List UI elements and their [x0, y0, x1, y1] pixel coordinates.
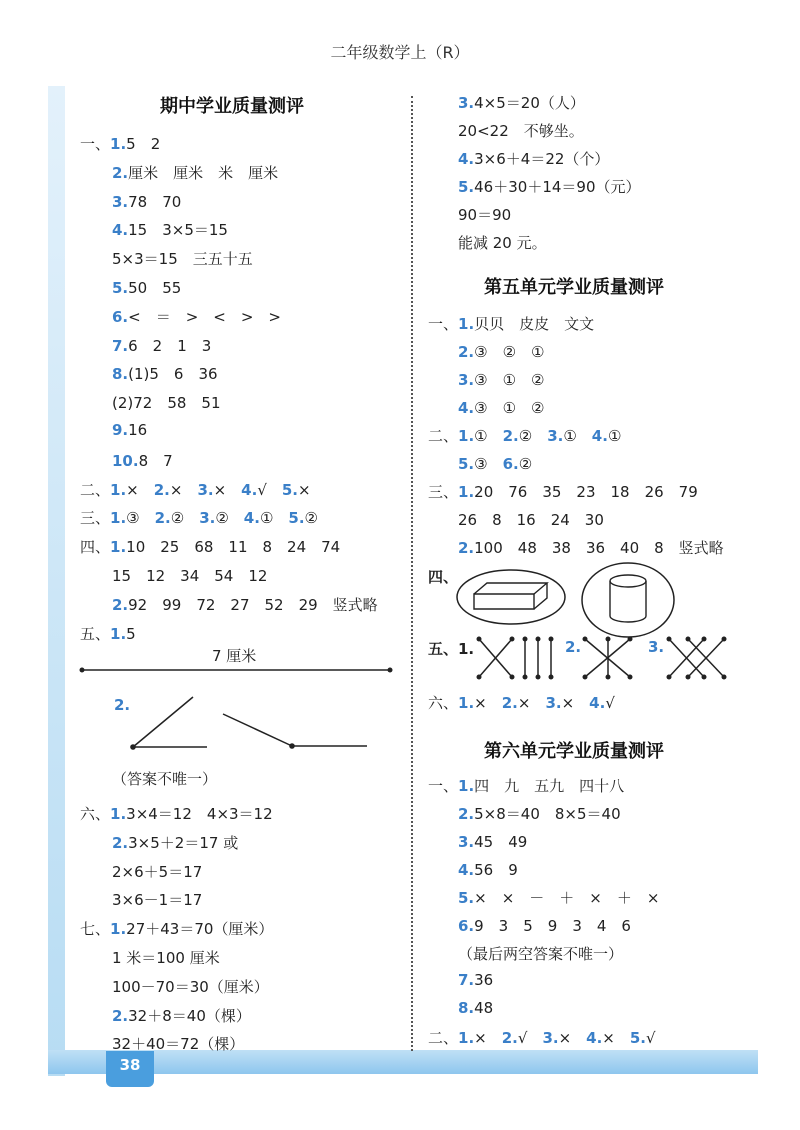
answer-line [80, 507, 318, 528]
answer-text: 90＝90 [458, 206, 512, 224]
answer-text: 4×5＝20（人） [474, 94, 585, 112]
answer-text: 能减 20 元。 [458, 234, 547, 252]
answer-text: 32＋40＝72（棵） [112, 1035, 245, 1054]
answer-question-number: 3. [458, 833, 475, 851]
answer-text: 贝贝 皮皮 文文 [474, 315, 595, 333]
answer-question-number: 4. [112, 221, 129, 240]
answer-line [458, 859, 518, 880]
answer-line [80, 623, 136, 644]
answer-text: 5 [126, 624, 136, 643]
answer-text: 1.① 2.② 3.① 4.① [458, 427, 622, 445]
answer-not-unique-note: （答案不唯一） [112, 770, 218, 788]
answer-text: ③ ① ② [474, 371, 545, 389]
answer-line [80, 133, 160, 154]
answer-question-number: 1. [110, 538, 127, 557]
page-number: 38 [106, 1051, 154, 1087]
answer-text: 15 12 34 54 12 [112, 567, 268, 585]
answer-text: 6 2 1 3 [128, 336, 212, 355]
answer-line [458, 453, 532, 474]
answer-question-number: 6. [458, 917, 475, 935]
answer-line [458, 915, 631, 936]
answer-text: 50 55 [128, 279, 182, 297]
answer-text: 四 九 五九 四十八 [474, 777, 625, 795]
answer-question-number: 2. [458, 539, 475, 557]
match-figure-4 [664, 634, 734, 684]
answer-line [112, 277, 181, 298]
answer-line [428, 481, 698, 502]
answer-line [428, 1027, 656, 1048]
answer-section-prefix: 六、 [80, 805, 111, 823]
answer-question-number: 8. [112, 365, 129, 384]
answer-section-prefix: 六、 [428, 694, 459, 712]
answer-line [112, 832, 238, 853]
answer-line [458, 176, 641, 197]
segment-length-label: 7 厘米 [212, 647, 257, 665]
answer-line [112, 392, 221, 413]
cylinder-drawing [580, 560, 690, 640]
page-header: 二年级数学上（R） [330, 43, 470, 62]
answer-line [458, 971, 493, 989]
answer-question-number: 1. [110, 135, 127, 153]
answer-text: 8 7 [138, 451, 173, 470]
answer-section-prefix: 一、 [428, 777, 459, 795]
answer-line [458, 509, 604, 530]
answer-question-number: 1. [110, 805, 127, 823]
answer-text: ③ ① ② [474, 399, 545, 417]
column-divider [411, 96, 413, 1051]
answer-text: 26 8 16 24 30 [458, 511, 604, 529]
answer-line [458, 887, 659, 908]
answer-text: 100－70＝30（厘米） [112, 977, 269, 996]
match-figure-2 [520, 634, 560, 684]
answer-line [112, 947, 220, 968]
answer-section-prefix: 一、 [80, 135, 111, 153]
answer-question-number: 5. [112, 279, 129, 297]
answer-text: 20<22 不够坐。 [458, 122, 584, 140]
answer-question-number: 10. [112, 451, 139, 470]
section-title-unit5: 第五单元学业质量测评 [484, 277, 664, 298]
answer-question-number: 4. [458, 861, 475, 879]
angle-drawings [125, 694, 375, 754]
answer-section-prefix: 二、 [428, 427, 459, 445]
answer-line [112, 1005, 251, 1026]
answer-line [112, 219, 228, 240]
answer-text: 9 3 5 9 3 4 6 [474, 917, 631, 935]
answer-line [112, 861, 202, 882]
answer-line [112, 191, 181, 212]
section-title-unit6: 第六单元学业质量测评 [484, 741, 664, 762]
answer-section-prefix: 二、 [428, 1029, 459, 1047]
answer-text: 3×4＝12 4×3＝12 [126, 805, 273, 823]
wu-2-label: 2. [565, 638, 582, 656]
wu-label: 五、1. [428, 640, 475, 658]
answer-line [458, 999, 493, 1017]
answer-line [458, 397, 544, 418]
answer-line [458, 803, 621, 824]
answer-text: 1.× 2.× 3.× 4.√ [458, 694, 615, 712]
answer-text: 5.③ 6.② [458, 455, 533, 473]
answer-question-number: 7. [112, 336, 129, 355]
answer-text: ③ ② ① [474, 343, 545, 361]
answer-question-number: 3. [458, 371, 475, 389]
answer-text: 48 [474, 999, 494, 1017]
answer-line [458, 831, 527, 852]
answer-text: 1 米＝100 厘米 [112, 949, 220, 967]
answer-text: 1.③ 2.② 3.② 4.① 5.② [110, 509, 318, 528]
answer-text: 1.× 2.√ 3.× 4.× 5.√ [458, 1029, 656, 1047]
answer-section-prefix: 三、 [80, 509, 111, 528]
answer-line [80, 803, 273, 824]
answer-text: 2×6＋5＝17 [112, 862, 203, 881]
answer-question-number: 5. [458, 178, 475, 196]
answer-line [428, 775, 624, 796]
answer-text: 45 49 [474, 833, 528, 851]
answer-text: 20 76 35 23 18 26 79 [474, 483, 698, 501]
answer-question-number: 4. [458, 399, 475, 417]
answer-line [428, 425, 621, 446]
answer-text: 10 25 68 11 8 24 74 [126, 538, 341, 557]
answer-line [112, 421, 147, 439]
answer-question-number: 2. [112, 163, 129, 182]
answer-line [458, 943, 623, 964]
answer-line [458, 232, 547, 253]
answer-text: 15 3×5＝15 [128, 221, 228, 240]
answer-line [458, 92, 585, 113]
answer-section-prefix: 一、 [428, 315, 459, 333]
answer-line [112, 335, 211, 356]
answer-line [112, 889, 202, 910]
answer-text: 46＋30＋14＝90（元） [474, 178, 641, 196]
answer-question-number: 5. [458, 889, 475, 907]
question-2-label: 2. [114, 696, 131, 714]
answer-question-number: 9. [112, 421, 129, 439]
answer-line [112, 162, 278, 183]
answer-line [428, 692, 615, 713]
answer-text: 5×3＝15 三五十五 [112, 250, 253, 269]
answer-section-prefix: 二、 [80, 480, 111, 499]
answer-text: 27＋43＝70（厘米） [126, 920, 274, 939]
answer-line [80, 479, 311, 500]
answer-text: 92 99 72 27 52 29 竖式略 [128, 595, 378, 614]
answer-text: < ＝ > < > > [128, 307, 281, 326]
answer-text: 3×5＋2＝17 或 [128, 833, 239, 852]
answer-line [458, 537, 724, 558]
answer-question-number: 2. [112, 595, 129, 614]
answer-question-number: 1. [110, 624, 127, 643]
si-label: 四、 [428, 568, 459, 586]
answer-line [112, 363, 218, 384]
answer-question-number: 7. [458, 971, 475, 989]
answer-text: 3×6－1＝17 [112, 891, 203, 910]
match-figure-1 [474, 634, 519, 684]
answer-line [80, 536, 340, 557]
answer-line [458, 120, 584, 141]
answer-line [458, 148, 609, 169]
answer-text: 3×6＋4＝22（个） [474, 150, 610, 168]
answer-section-prefix: 七、 [80, 920, 111, 939]
answer-text: 厘米 厘米 米 厘米 [128, 163, 279, 182]
answer-text: × × － ＋ × ＋ × [474, 889, 660, 907]
wu-3-label: 3. [648, 638, 665, 656]
answer-text: 16 [128, 421, 148, 439]
segment-figure [80, 662, 392, 678]
answer-question-number: 1. [458, 777, 475, 795]
section-title-midterm: 期中学业质量测评 [160, 96, 304, 117]
answer-question-number: 2. [112, 1006, 129, 1025]
answer-question-number: 8. [458, 999, 475, 1017]
answer-line [112, 248, 253, 269]
answer-line [112, 1033, 244, 1054]
answer-question-number: 3. [112, 192, 129, 211]
answer-question-number: 1. [458, 483, 475, 501]
answer-line [428, 313, 594, 334]
answer-line [112, 450, 173, 471]
answer-line [112, 306, 281, 327]
left-margin-bar [48, 86, 65, 1076]
answer-line [112, 565, 267, 586]
answer-line [458, 369, 544, 390]
answer-line [112, 976, 269, 997]
answer-text: (2)72 58 51 [112, 394, 221, 413]
answer-section-prefix: 三、 [428, 483, 459, 501]
answer-line [80, 918, 273, 939]
answer-text: 32＋8＝40（棵） [128, 1006, 251, 1025]
answer-text: 56 9 [474, 861, 518, 879]
answer-section-prefix: 五、 [80, 624, 111, 643]
answer-text: 78 70 [128, 192, 182, 211]
answer-question-number: 6. [112, 307, 129, 326]
answer-text: 5×8＝40 8×5＝40 [474, 805, 621, 823]
answer-line [458, 341, 544, 362]
answer-section-prefix: 四、 [80, 538, 111, 557]
answer-question-number: 2. [458, 805, 475, 823]
answer-line [458, 204, 511, 225]
answer-question-number: 1. [110, 920, 127, 939]
answer-text: （最后两空答案不唯一） [458, 945, 624, 963]
answer-text: 1.× 2.× 3.× 4.√ 5.× [110, 480, 311, 499]
answer-line [112, 594, 378, 615]
match-figure-3 [580, 634, 640, 684]
answer-question-number: 2. [112, 833, 129, 852]
answer-text: 100 48 38 36 40 8 竖式略 [474, 539, 724, 557]
answer-text: 5 2 [126, 135, 161, 153]
answer-question-number: 2. [458, 343, 475, 361]
answer-text: (1)5 6 36 [128, 365, 218, 384]
answer-question-number: 4. [458, 150, 475, 168]
answer-text: 36 [474, 971, 494, 989]
answer-question-number: 3. [458, 94, 475, 112]
answer-question-number: 1. [458, 315, 475, 333]
